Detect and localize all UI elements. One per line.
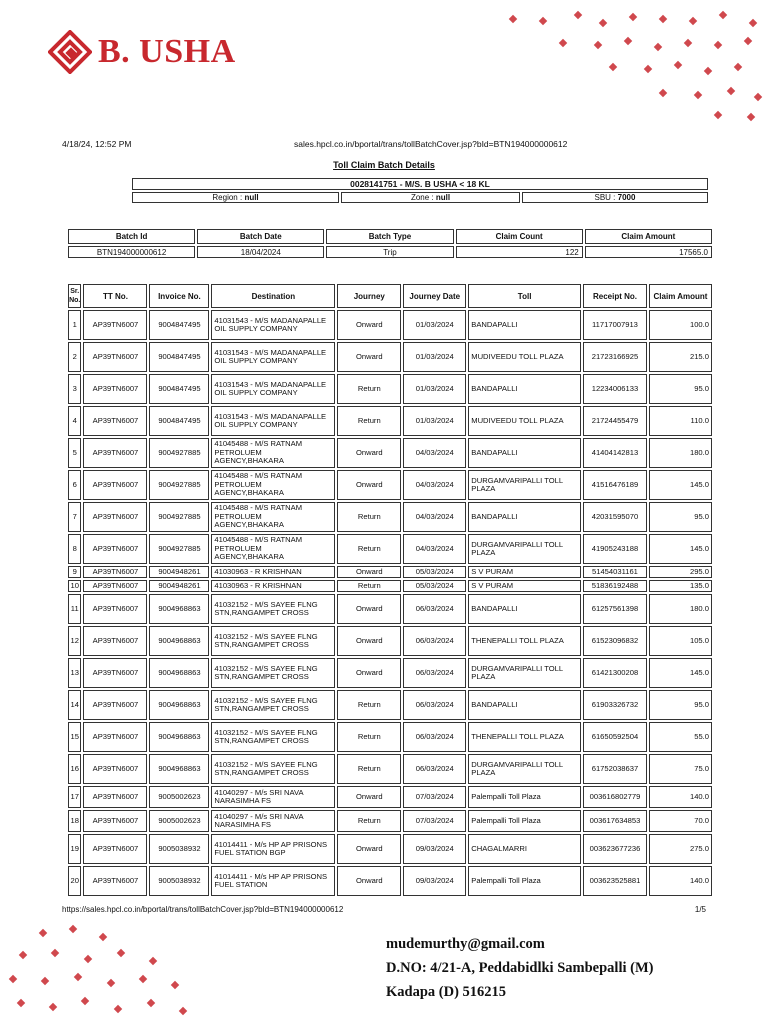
journey-date: 01/03/2024 <box>403 406 466 436</box>
invoice-no: 9005002623 <box>149 786 209 808</box>
toll-name: S V PURAM <box>468 566 581 578</box>
journey-date: 07/03/2024 <box>403 810 466 832</box>
invoice-no: 9004968863 <box>149 658 209 688</box>
journey: Return <box>337 722 401 752</box>
destination: 41032152 - M/S SAYEE FLNG STN,RANGAMPET CROSS <box>211 658 335 688</box>
receipt-no: 11717007913 <box>583 310 647 340</box>
col-header: Receipt No. <box>583 284 647 308</box>
toll-name: CHAGALMARRI <box>468 834 581 864</box>
tt-no: AP39TN6007 <box>83 566 147 578</box>
journey-date: 05/03/2024 <box>403 566 466 578</box>
footer-url[interactable]: https://sales.hpcl.co.in/bportal/trans/tollBatchCover.jsp?bId=BTN194000000612 <box>62 905 344 914</box>
tt-no: AP39TN6007 <box>83 690 147 720</box>
col-header: Journey Date <box>403 284 466 308</box>
table-row <box>68 566 712 578</box>
invoice-no: 9004968863 <box>149 722 209 752</box>
claim-amount: 95.0 <box>649 502 712 532</box>
table-row <box>68 374 712 404</box>
journey-date: 09/03/2024 <box>403 834 466 864</box>
tt-no: AP39TN6007 <box>83 810 147 832</box>
brand-name: B. USHA <box>98 33 236 70</box>
toll-name: BANDAPALLI <box>468 310 581 340</box>
batch-id: BTN194000000612 <box>68 246 195 258</box>
journey-date: 06/03/2024 <box>403 754 466 784</box>
toll-name: BANDAPALLI <box>468 594 581 624</box>
destination: 41045488 - M/S RATNAM PETROLUEM AGENCY,BHAKARA <box>211 438 335 468</box>
batch-summary-table <box>66 227 714 260</box>
journey-date: 01/03/2024 <box>403 310 466 340</box>
claim-amount: 105.0 <box>649 626 712 656</box>
claim-amount: 145.0 <box>649 470 712 500</box>
col-header: Journey <box>337 284 401 308</box>
dealer-header-table <box>130 176 710 205</box>
batch-date: 18/04/2024 <box>197 246 324 258</box>
journey-date: 06/03/2024 <box>403 690 466 720</box>
invoice-no: 9004968863 <box>149 690 209 720</box>
tt-no: AP39TN6007 <box>83 438 147 468</box>
destination: 41030963 - R KRISHNAN <box>211 566 335 578</box>
claim-amount: 110.0 <box>649 406 712 436</box>
invoice-no: 9005038932 <box>149 834 209 864</box>
destination: 41040297 - M/s SRI NAVA NARASIMHA FS <box>211 786 335 808</box>
decorative-dots-bottom <box>0 920 200 1024</box>
tt-no: AP39TN6007 <box>83 502 147 532</box>
toll-name: Palempalli Toll Plaza <box>468 810 581 832</box>
invoice-no: 9004927885 <box>149 502 209 532</box>
journey: Onward <box>337 310 401 340</box>
journey: Return <box>337 690 401 720</box>
invoice-no: 9004927885 <box>149 438 209 468</box>
sr-no: 16 <box>68 754 81 784</box>
col-header: Sr. No. <box>68 284 81 308</box>
claim-amount: 140.0 <box>649 786 712 808</box>
claim-amount: 215.0 <box>649 342 712 372</box>
batch-col-header: Batch Date <box>197 229 324 244</box>
journey: Onward <box>337 566 401 578</box>
journey-date: 01/03/2024 <box>403 342 466 372</box>
claim-amount: 145.0 <box>649 534 712 564</box>
toll-name: MUDIVEEDU TOLL PLAZA <box>468 406 581 436</box>
table-row <box>68 866 712 896</box>
table-header-row <box>68 284 712 308</box>
table-row <box>68 658 712 688</box>
journey-date: 06/03/2024 <box>403 722 466 752</box>
journey: Return <box>337 406 401 436</box>
sr-no: 14 <box>68 690 81 720</box>
receipt-no: 41905243188 <box>583 534 647 564</box>
sr-no: 8 <box>68 534 81 564</box>
journey: Onward <box>337 786 401 808</box>
sr-no: 12 <box>68 626 81 656</box>
contact-block <box>386 932 653 1004</box>
receipt-no: 61752038637 <box>583 754 647 784</box>
col-header: TT No. <box>83 284 147 308</box>
tt-no: AP39TN6007 <box>83 594 147 624</box>
claim-amount: 275.0 <box>649 834 712 864</box>
table-row <box>68 534 712 564</box>
sr-no: 13 <box>68 658 81 688</box>
zone-cell: Zone : null <box>341 192 520 203</box>
invoice-no: 9004968863 <box>149 626 209 656</box>
claim-amount: 75.0 <box>649 754 712 784</box>
receipt-no: 003617634853 <box>583 810 647 832</box>
claim-amount: 95.0 <box>649 690 712 720</box>
batch-col-header: Batch Id <box>68 229 195 244</box>
tt-no: AP39TN6007 <box>83 626 147 656</box>
sr-no: 2 <box>68 342 81 372</box>
invoice-no: 9004847495 <box>149 406 209 436</box>
invoice-no: 9004847495 <box>149 310 209 340</box>
decorative-dots-top <box>500 6 768 126</box>
region-cell: Region : null <box>132 192 339 203</box>
claim-amount: 70.0 <box>649 810 712 832</box>
sr-no: 6 <box>68 470 81 500</box>
table-row <box>68 406 712 436</box>
tt-no: AP39TN6007 <box>83 534 147 564</box>
journey-date: 01/03/2024 <box>403 374 466 404</box>
toll-name: MUDIVEEDU TOLL PLAZA <box>468 342 581 372</box>
table-row <box>68 754 712 784</box>
claim-amount: 295.0 <box>649 566 712 578</box>
tt-no: AP39TN6007 <box>83 580 147 592</box>
journey: Return <box>337 502 401 532</box>
invoice-no: 9004927885 <box>149 470 209 500</box>
toll-name: Palempalli Toll Plaza <box>468 786 581 808</box>
journey: Return <box>337 754 401 784</box>
sr-no: 5 <box>68 438 81 468</box>
journey: Return <box>337 580 401 592</box>
toll-name: THENEPALLI TOLL PLAZA <box>468 722 581 752</box>
claim-amount: 180.0 <box>649 438 712 468</box>
receipt-no: 61650592504 <box>583 722 647 752</box>
page-number: 1/5 <box>694 905 706 914</box>
journey-date: 07/03/2024 <box>403 786 466 808</box>
destination: 41014411 - M/s HP AP PRISONS FUEL STATION BGP <box>211 834 335 864</box>
table-row <box>68 342 712 372</box>
table-row <box>68 310 712 340</box>
receipt-no: 003623677236 <box>583 834 647 864</box>
table-row <box>68 834 712 864</box>
invoice-no: 9004968863 <box>149 754 209 784</box>
destination: 41032152 - M/S SAYEE FLNG STN,RANGAMPET CROSS <box>211 626 335 656</box>
journey-date: 06/03/2024 <box>403 626 466 656</box>
col-header: Claim Amount <box>649 284 712 308</box>
receipt-no: 61523096832 <box>583 626 647 656</box>
sr-no: 9 <box>68 566 81 578</box>
table-row <box>68 438 712 468</box>
receipt-no: 61903326732 <box>583 690 647 720</box>
receipt-no: 003623525881 <box>583 866 647 896</box>
tt-no: AP39TN6007 <box>83 310 147 340</box>
claim-amount: 55.0 <box>649 722 712 752</box>
journey: Onward <box>337 342 401 372</box>
print-footer <box>62 905 706 914</box>
sr-no: 20 <box>68 866 81 896</box>
journey-date: 09/03/2024 <box>403 866 466 896</box>
destination: 41031543 - M/S MADANAPALLE OIL SUPPLY COMPANY <box>211 374 335 404</box>
table-row <box>68 810 712 832</box>
journey: Return <box>337 810 401 832</box>
toll-name: THENEPALLI TOLL PLAZA <box>468 626 581 656</box>
toll-name: DURGAMVARIPALLI TOLL PLAZA <box>468 754 581 784</box>
destination: 41031543 - M/S MADANAPALLE OIL SUPPLY COMPANY <box>211 406 335 436</box>
tt-no: AP39TN6007 <box>83 722 147 752</box>
receipt-no: 61421300208 <box>583 658 647 688</box>
journey: Onward <box>337 626 401 656</box>
receipt-no: 003616802779 <box>583 786 647 808</box>
print-header <box>62 139 706 149</box>
journey-date: 04/03/2024 <box>403 534 466 564</box>
toll-name: BANDAPALLI <box>468 374 581 404</box>
invoice-no: 9004927885 <box>149 534 209 564</box>
tt-no: AP39TN6007 <box>83 470 147 500</box>
claim-amount: 145.0 <box>649 658 712 688</box>
journey: Onward <box>337 470 401 500</box>
sr-no: 4 <box>68 406 81 436</box>
sbu-cell: SBU : 7000 <box>522 192 708 203</box>
journey: Onward <box>337 866 401 896</box>
claim-amount: 180.0 <box>649 594 712 624</box>
brand-logo <box>48 30 236 74</box>
claim-amount: 140.0 <box>649 866 712 896</box>
table-row <box>68 626 712 656</box>
print-datetime: 4/18/24, 12:52 PM <box>62 139 132 149</box>
toll-name: BANDAPALLI <box>468 690 581 720</box>
destination: 41031543 - M/S MADANAPALLE OIL SUPPLY COMPANY <box>211 310 335 340</box>
claim-amount: 135.0 <box>649 580 712 592</box>
toll-name: S V PURAM <box>468 580 581 592</box>
destination: 41032152 - M/S SAYEE FLNG STN,RANGAMPET CROSS <box>211 722 335 752</box>
journey-date: 06/03/2024 <box>403 594 466 624</box>
destination: 41045488 - M/S RATNAM PETROLUEM AGENCY,BHAKARA <box>211 534 335 564</box>
destination: 41032152 - M/S SAYEE FLNG STN,RANGAMPET CROSS <box>211 754 335 784</box>
journey: Onward <box>337 594 401 624</box>
toll-name: BANDAPALLI <box>468 502 581 532</box>
table-row <box>68 690 712 720</box>
journey-date: 04/03/2024 <box>403 502 466 532</box>
destination: 41032152 - M/S SAYEE FLNG STN,RANGAMPET CROSS <box>211 594 335 624</box>
invoice-no: 9004847495 <box>149 374 209 404</box>
tt-no: AP39TN6007 <box>83 658 147 688</box>
claim-amount: 17565.0 <box>585 246 712 258</box>
journey: Onward <box>337 834 401 864</box>
tt-no: AP39TN6007 <box>83 834 147 864</box>
contact-address-line: D.NO: 4/21-A, Peddabidlki Sambepalli (M) <box>386 960 654 976</box>
receipt-no: 61257561398 <box>583 594 647 624</box>
tt-no: AP39TN6007 <box>83 406 147 436</box>
table-row <box>68 580 712 592</box>
journey: Return <box>337 374 401 404</box>
tt-no: AP39TN6007 <box>83 866 147 896</box>
toll-name: DURGAMVARIPALLI TOLL PLAZA <box>468 470 581 500</box>
invoice-no: 9004948261 <box>149 566 209 578</box>
tt-no: AP39TN6007 <box>83 754 147 784</box>
journey-date: 06/03/2024 <box>403 658 466 688</box>
toll-name: Palempalli Toll Plaza <box>468 866 581 896</box>
toll-claims-table <box>66 282 714 898</box>
tt-no: AP39TN6007 <box>83 786 147 808</box>
contact-email[interactable]: mudemurthy@gmail.com <box>386 936 545 952</box>
toll-name: DURGAMVARIPALLI TOLL PLAZA <box>468 658 581 688</box>
contact-address-line: Kadapa (D) 516215 <box>386 984 507 1000</box>
page-title: Toll Claim Batch Details <box>333 160 435 170</box>
toll-name: DURGAMVARIPALLI TOLL PLAZA <box>468 534 581 564</box>
table-row <box>68 722 712 752</box>
sr-no: 10 <box>68 580 81 592</box>
batch-col-header: Claim Amount <box>585 229 712 244</box>
receipt-no: 51454031161 <box>583 566 647 578</box>
sr-no: 11 <box>68 594 81 624</box>
sr-no: 7 <box>68 502 81 532</box>
destination: 41040297 - M/s SRI NAVA NARASIMHA FS <box>211 810 335 832</box>
diamond-logo-icon <box>48 30 92 74</box>
invoice-no: 9005038932 <box>149 866 209 896</box>
destination: 41045488 - M/S RATNAM PETROLUEM AGENCY,BHAKARA <box>211 502 335 532</box>
table-row <box>68 786 712 808</box>
sr-no: 15 <box>68 722 81 752</box>
col-header: Invoice No. <box>149 284 209 308</box>
invoice-no: 9004847495 <box>149 342 209 372</box>
claim-amount: 100.0 <box>649 310 712 340</box>
col-header: Destination <box>211 284 335 308</box>
sr-no: 1 <box>68 310 81 340</box>
journey: Onward <box>337 438 401 468</box>
tt-no: AP39TN6007 <box>83 342 147 372</box>
tt-no: AP39TN6007 <box>83 374 147 404</box>
batch-type: Trip <box>326 246 453 258</box>
receipt-no: 21724455479 <box>583 406 647 436</box>
invoice-no: 9004968863 <box>149 594 209 624</box>
receipt-no: 21723166925 <box>583 342 647 372</box>
destination: 41014411 - M/s HP AP PRISONS FUEL STATION <box>211 866 335 896</box>
toll-name: BANDAPALLI <box>468 438 581 468</box>
receipt-no: 42031595070 <box>583 502 647 532</box>
destination: 41045488 - M/S RATNAM PETROLUEM AGENCY,BHAKARA <box>211 470 335 500</box>
invoice-no: 9004948261 <box>149 580 209 592</box>
sr-no: 19 <box>68 834 81 864</box>
journey-date: 04/03/2024 <box>403 438 466 468</box>
table-row <box>68 470 712 500</box>
col-header: Toll <box>468 284 581 308</box>
receipt-no: 51836192488 <box>583 580 647 592</box>
claim-amount: 95.0 <box>649 374 712 404</box>
sr-no: 17 <box>68 786 81 808</box>
receipt-no: 41516476189 <box>583 470 647 500</box>
journey-date: 05/03/2024 <box>403 580 466 592</box>
print-url[interactable]: sales.hpcl.co.in/bportal/trans/tollBatchCover.jsp?bId=BTN194000000612 <box>294 139 568 149</box>
destination: 41030963 - R KRISHNAN <box>211 580 335 592</box>
claim-count: 122 <box>456 246 583 258</box>
receipt-no: 41404142813 <box>583 438 647 468</box>
table-row <box>68 502 712 532</box>
journey: Return <box>337 534 401 564</box>
batch-col-header: Claim Count <box>456 229 583 244</box>
journey: Onward <box>337 658 401 688</box>
journey-date: 04/03/2024 <box>403 470 466 500</box>
invoice-no: 9005002623 <box>149 810 209 832</box>
dealer-name: 0028141751 - M/S. B USHA < 18 KL <box>132 178 708 190</box>
batch-col-header: Batch Type <box>326 229 453 244</box>
sr-no: 3 <box>68 374 81 404</box>
destination: 41032152 - M/S SAYEE FLNG STN,RANGAMPET CROSS <box>211 690 335 720</box>
table-row <box>68 594 712 624</box>
sr-no: 18 <box>68 810 81 832</box>
destination: 41031543 - M/S MADANAPALLE OIL SUPPLY COMPANY <box>211 342 335 372</box>
receipt-no: 12234006133 <box>583 374 647 404</box>
